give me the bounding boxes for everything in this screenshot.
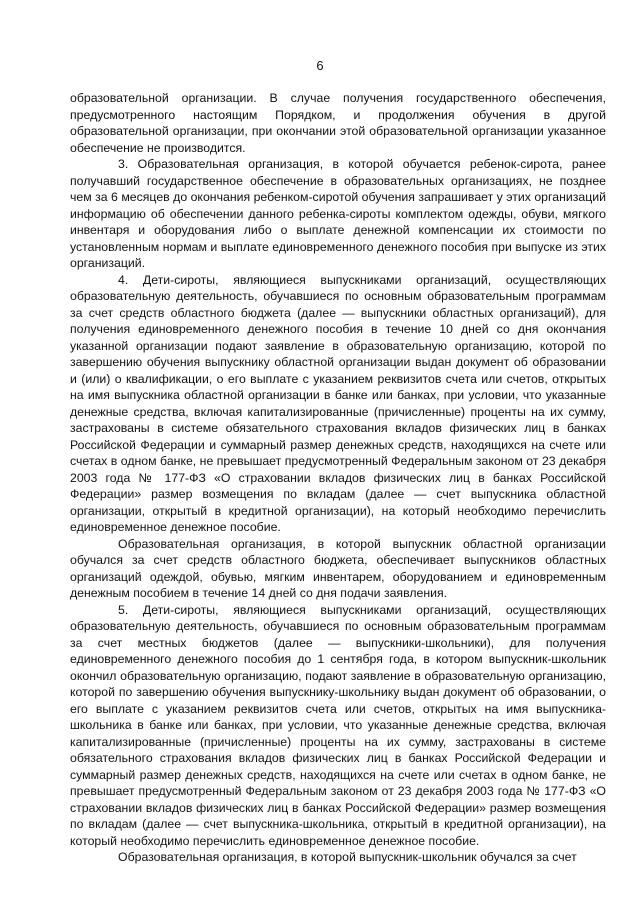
paragraph-item-5: 5. Дети-сироты, являющиеся выпускниками организаций, осуществляющих образовательную деятельность, обучавшиеся по основным образовательным программам за счет местных бюджетов (далее — выпускники-школьники), для получения единовременного денежного пособия до 1 сентября года, в котором выпускник-школьник окончил образовательную организацию, подают заявление в образовательную организацию, которой по завершению обучения выпускнику-школьнику выдан документ об образовании, о его выплате с указанием реквизитов счета или счетов, открытых на имя выпускника-школьника в банке или банках, при условии, что указанные денежные средства, включая капитализированные (причисленные) проценты на их сумму, застрахованы в системе обязательного страхования вкладов физических лиц в банках Российской Федерации и суммарный размер денежных средств, находящихся на счете или счетах в одном банке, не превышает предусмотренный Федеральным законом от 23 декабря 2003 года № 177-ФЗ «О страховании вкладов физических лиц в банках Российской Федерации» размер возмещения по вкладам (далее — счет выпускника-школьника, открытый в кредитной организации), на который необходимо перечислить единовременное денежное пособие. <box>70 602 606 848</box>
paragraph-item-4: 4. Дети-сироты, являющиеся выпускниками организаций, осуществляющих образовательную деятельность, обучавшиеся по основным образовательным программам за счет средств областного бюджета (далее — выпускники областных организаций), для получения единовременного денежного пособия в течение 10 дней со дня окончания указанной организации подают заявление в образовательную организацию, которой по завершению обучения выпускнику областной организации выдан документ об образовании и (или) о квалификации, о его выплате с указанием реквизитов счета или счетов, открытых на имя выпускника областной организации в банке или банках, при условии, что указанные денежные средства, включая капитализированные (причисленные) проценты на их сумму, застрахованы в системе обязательного страхования вкладов физических лиц в банках Российской Федерации и суммарный размер денежных средств, находящихся на счете или счетах в одном банке, не превышает предусмотренный Федеральным законом от 23 декабря 2003 года № 177-ФЗ «О страховании вкладов физических лиц в банках Российской Федерации» размер возмещения по вкладам (далее — счет выпускника областной организации, открытый в кредитной организации), на который необходимо перечислить единовременное денежное пособие. <box>70 272 606 534</box>
paragraph-continuation: образовательной организации. В случае получения государственного обеспечения, предусмотренного настоящим Порядком, и продолжения обучения в другой образовательной организации, при окончании этой образовательной организации указанное обеспечение не производится. <box>70 91 606 155</box>
page-number: 6 <box>316 58 324 73</box>
paragraph-item-5-supplement: Образовательная организация, в которой выпускник-школьник обучался за счет <box>118 850 577 864</box>
paragraph-item-3: 3. Образовательная организация, в которой обучается ребенок-сирота, ранее получавший государственное обеспечение в образовательных организациях, не позднее чем за 6 месяцев до окончания ребенком-сиротой обучения запрашивает у этих организаций информацию об обеспечении данного ребенка-сироты комплектом одежды, обуви, мягкого инвентаря и оборудования либо о выплате денежной компенсации их стоимости по установленным нормам и выплате единовременного денежного пособия при выпуске из этих организаций. <box>70 157 606 270</box>
document-body <box>70 90 606 866</box>
paragraph-item-4-supplement: Образовательная организация, в которой выпускник областной организации обучался за счет средств областного бюджета, обеспечивает выпускников областных организаций одеждой, обувью, мягким инвентарем, оборудованием и единовременным денежным пособием в течение 14 дней со дня подачи заявления. <box>70 536 606 600</box>
